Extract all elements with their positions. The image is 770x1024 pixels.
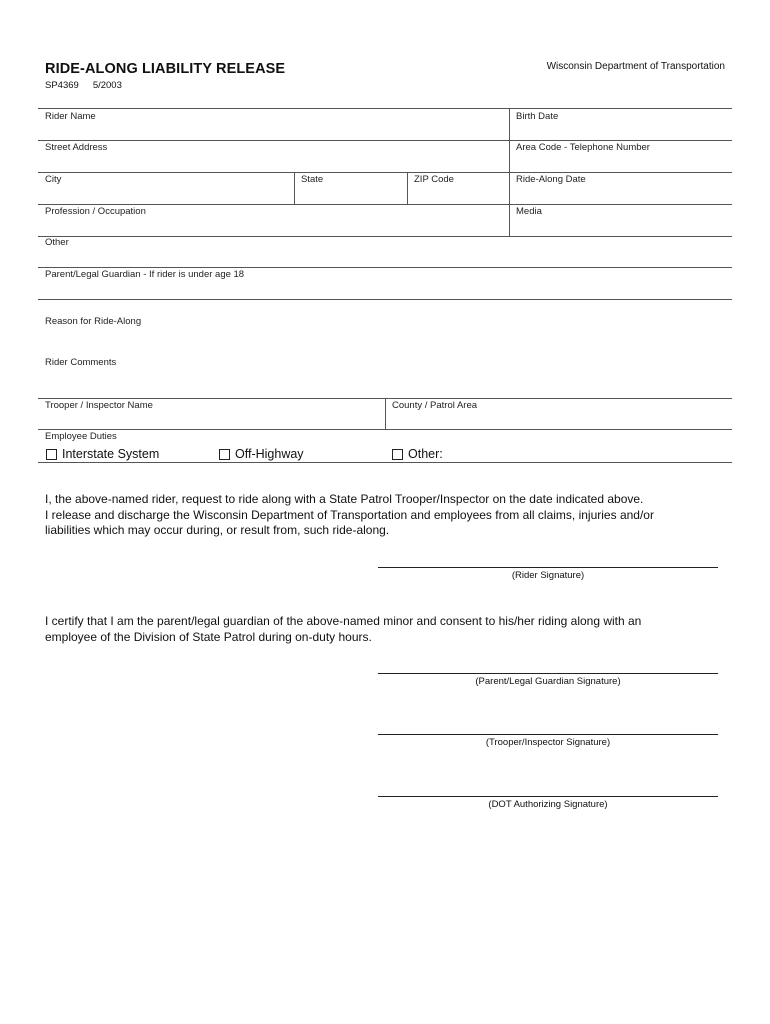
- form-title: RIDE-ALONG LIABILITY RELEASE: [45, 61, 286, 77]
- reason-field[interactable]: Reason for Ride-Along: [45, 316, 142, 327]
- dot-signature-line[interactable]: [378, 796, 718, 797]
- form-date: 5/2003: [92, 80, 122, 91]
- checkbox-square[interactable]: [46, 449, 57, 460]
- guardian-line: employee of the Division of State Patrol during on-duty hours.: [45, 629, 372, 644]
- grid-line: [38, 172, 732, 173]
- rider-name-field[interactable]: Rider Name: [45, 111, 96, 122]
- ride-along-date-field[interactable]: Ride-Along Date: [516, 174, 586, 185]
- county-field[interactable]: County / Patrol Area: [392, 400, 478, 411]
- grid-line: [38, 267, 732, 268]
- employee-duties-label: Employee Duties: [45, 431, 117, 442]
- media-field[interactable]: Media: [516, 206, 542, 217]
- guardian-statement: [45, 614, 735, 645]
- release-line: liabilities which may occur during, or result from, such ride-along.: [45, 523, 390, 537]
- grid-line: [294, 172, 295, 204]
- street-address-field[interactable]: Street Address: [45, 142, 108, 153]
- form-id: SP4369: [45, 80, 79, 91]
- interstate-checkbox[interactable]: [46, 447, 159, 461]
- other-duty-checkbox[interactable]: [392, 447, 443, 461]
- checkbox-square[interactable]: [219, 449, 230, 460]
- off-highway-label: Off-Highway: [235, 447, 304, 461]
- grid-line: [385, 398, 386, 429]
- trooper-signature-label: (Trooper/Inspector Signature): [485, 737, 611, 748]
- city-field[interactable]: City: [45, 174, 62, 185]
- dot-signature-label: (DOT Authorizing Signature): [488, 799, 608, 810]
- grid-line: [38, 140, 732, 141]
- guardian-signature-label: (Parent/Legal Guardian Signature): [475, 676, 621, 687]
- grid-line: [509, 108, 510, 236]
- off-highway-checkbox[interactable]: [219, 447, 304, 461]
- guardian-line: I certify that I am the parent/legal guardian of the above-named minor and consent to his/her riding along with an: [45, 614, 642, 628]
- release-statement: [45, 492, 735, 539]
- guardian-signature-line[interactable]: [378, 673, 718, 674]
- rider-signature-label: (Rider Signature): [511, 570, 585, 581]
- rider-signature-line[interactable]: [378, 567, 718, 568]
- grid-line: [38, 299, 732, 300]
- agency-name: Wisconsin Department of Transportation: [546, 61, 725, 72]
- grid-line: [38, 429, 732, 430]
- release-line: I, the above-named rider, request to ride along with a State Patrol Trooper/Inspector on the date indicated above.: [45, 492, 644, 506]
- state-field[interactable]: State: [301, 174, 324, 185]
- guardian-field[interactable]: Parent/Legal Guardian - If rider is under age 18: [45, 269, 245, 280]
- grid-line: [38, 204, 732, 205]
- checkbox-square[interactable]: [392, 449, 403, 460]
- release-line: I release and discharge the Wisconsin Department of Transportation and employees from all claims, injuries and/or: [45, 507, 654, 522]
- other-duty-label: Other:: [408, 447, 443, 461]
- grid-line: [38, 108, 732, 109]
- phone-field[interactable]: Area Code - Telephone Number: [516, 142, 650, 153]
- form-number: [45, 80, 122, 91]
- profession-field[interactable]: Profession / Occupation: [45, 206, 146, 217]
- trooper-signature-line[interactable]: [378, 734, 718, 735]
- grid-line: [38, 236, 732, 237]
- zip-field[interactable]: ZIP Code: [414, 174, 454, 185]
- birth-date-field[interactable]: Birth Date: [516, 111, 559, 122]
- grid-line: [38, 462, 732, 463]
- other-field[interactable]: Other: [45, 237, 69, 248]
- trooper-name-field[interactable]: Trooper / Inspector Name: [45, 400, 153, 411]
- interstate-label: Interstate System: [62, 447, 160, 461]
- grid-line: [407, 172, 408, 204]
- comments-field[interactable]: Rider Comments: [45, 357, 117, 368]
